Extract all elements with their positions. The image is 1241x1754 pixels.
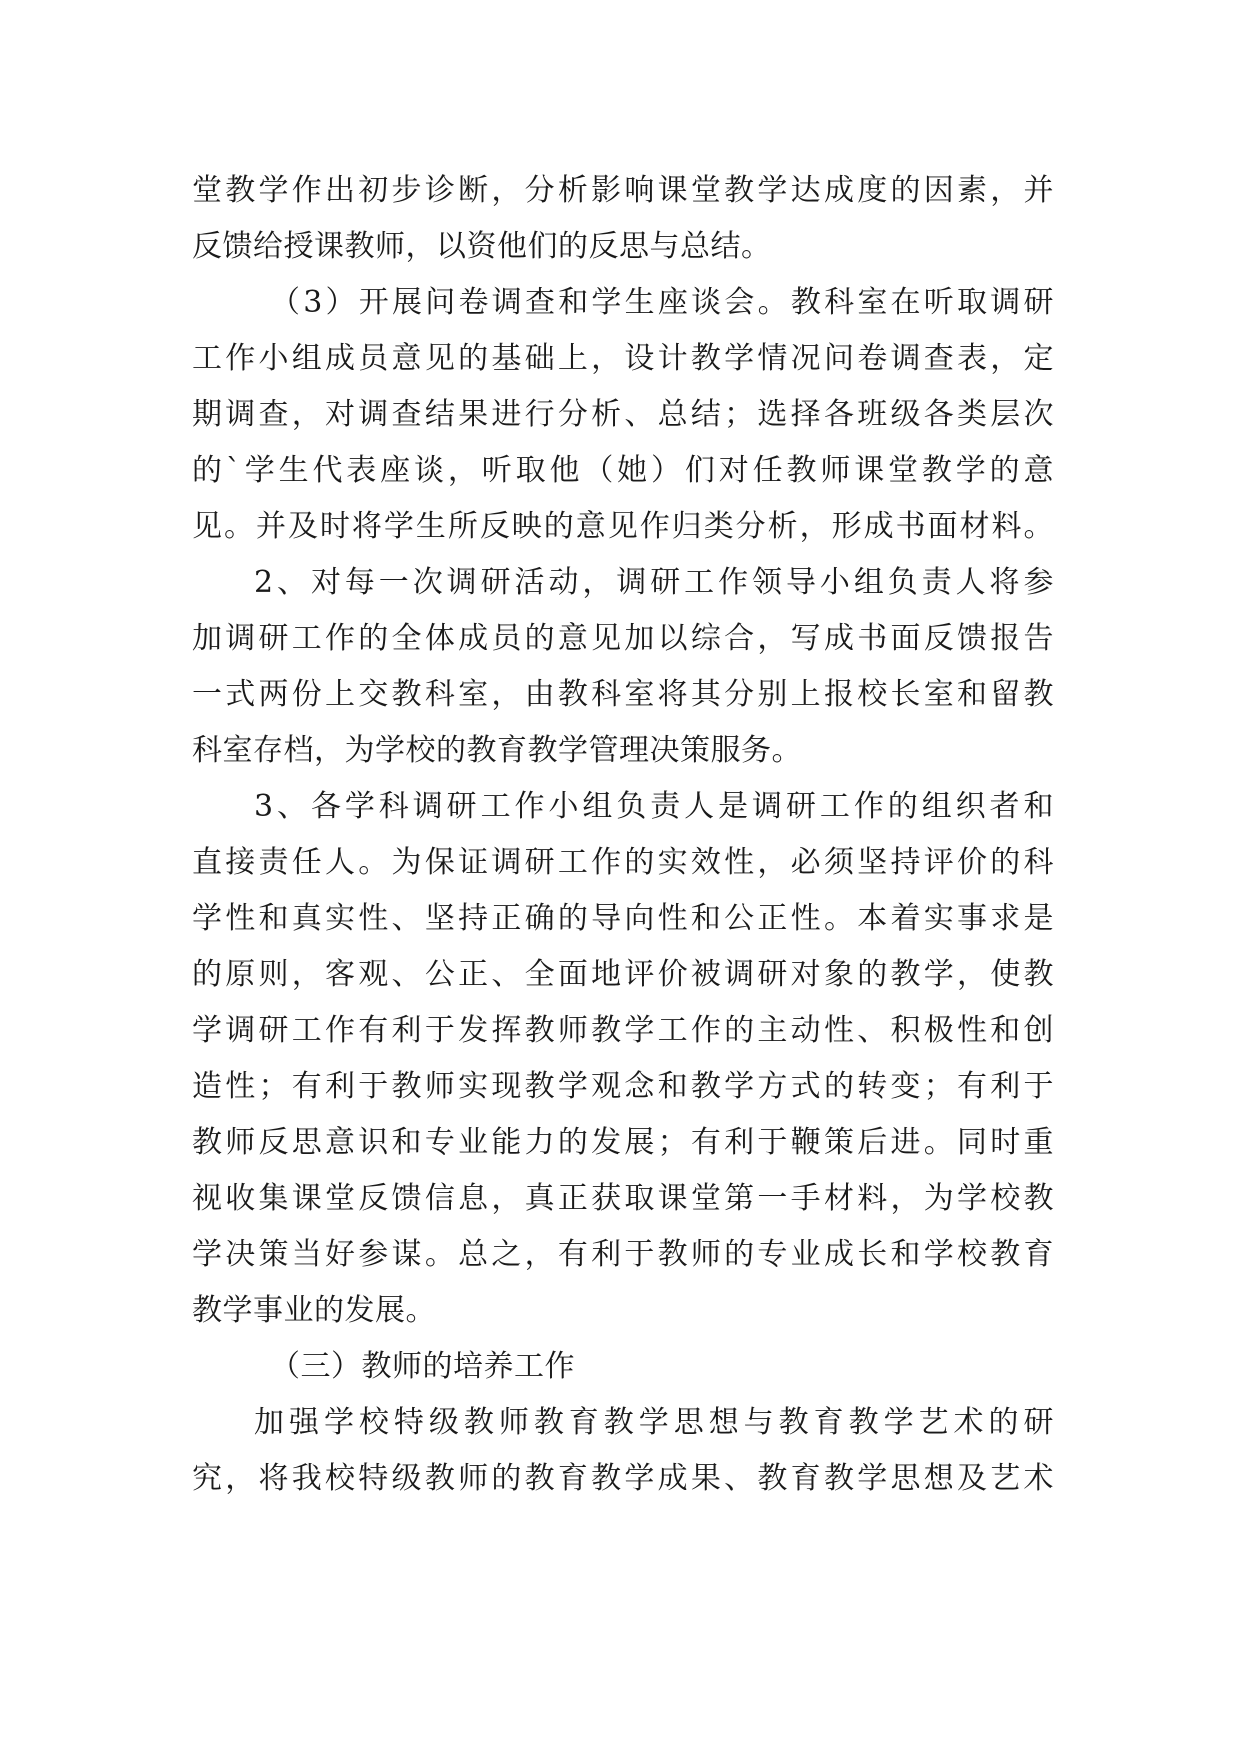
text-line: 加强学校特级教师教育教学思想与教育教学艺术的研 — [254, 1405, 1054, 1440]
text-line: 教学事业的发展。 — [192, 1293, 436, 1328]
text-line: 期调查，对调查结果进行分析、总结；选择各班级各类层次 — [192, 397, 1054, 432]
text-line: 学性和真实性、坚持正确的导向性和公正性。本着实事求是 — [192, 901, 1054, 936]
text-line-item-2: 2、对每一次调研活动，调研工作领导小组负责人将参 — [254, 565, 1054, 600]
text-line-item-3b: 3、各学科调研工作小组负责人是调研工作的组织者和 — [254, 789, 1054, 824]
text-line: 堂教学作出初步诊断，分析影响课堂教学达成度的因素，并 — [192, 173, 1054, 208]
text-line: 视收集课堂反馈信息，真正获取课堂第一手材料，为学校教 — [192, 1181, 1054, 1216]
text-line: 一式两份上交教科室，由教科室将其分别上报校长室和留教 — [192, 677, 1054, 712]
text-line: 反馈给授课教师，以资他们的反思与总结。 — [192, 229, 772, 264]
text-line: 见。并及时将学生所反映的意见作归类分析，形成书面材料。 — [192, 509, 1054, 544]
text-line: 科室存档，为学校的教育教学管理决策服务。 — [192, 733, 802, 768]
text-line: 直接责任人。为保证调研工作的实效性，必须坚持评价的科 — [192, 845, 1054, 880]
section-heading: （三）教师的培养工作 — [270, 1349, 575, 1384]
text-line: 的原则，客观、公正、全面地评价被调研对象的教学，使教 — [192, 957, 1054, 992]
text-line: 工作小组成员意见的基础上，设计教学情况问卷调查表，定 — [192, 341, 1054, 376]
text-line: 学调研工作有利于发挥教师教学工作的主动性、积极性和创 — [192, 1013, 1054, 1048]
body-text — [192, 163, 1054, 1507]
text-line: 造性；有利于教师实现教学观念和教学方式的转变；有利于 — [192, 1069, 1054, 1104]
text-line: 学决策当好参谋。总之，有利于教师的专业成长和学校教育 — [192, 1237, 1054, 1272]
text-line: 究，将我校特级教师的教育教学成果、教育教学思想及艺术 — [192, 1461, 1054, 1496]
text-line: 教师反思意识和专业能力的发展；有利于鞭策后进。同时重 — [192, 1125, 1054, 1160]
text-line: 的`学生代表座谈，听取他（她）们对任教师课堂教学的意 — [192, 453, 1054, 488]
text-line: 加调研工作的全体成员的意见加以综合，写成书面反馈报告 — [192, 621, 1054, 656]
text-line-item-3: （3）开展问卷调查和学生座谈会。教科室在听取调研 — [270, 285, 1054, 320]
